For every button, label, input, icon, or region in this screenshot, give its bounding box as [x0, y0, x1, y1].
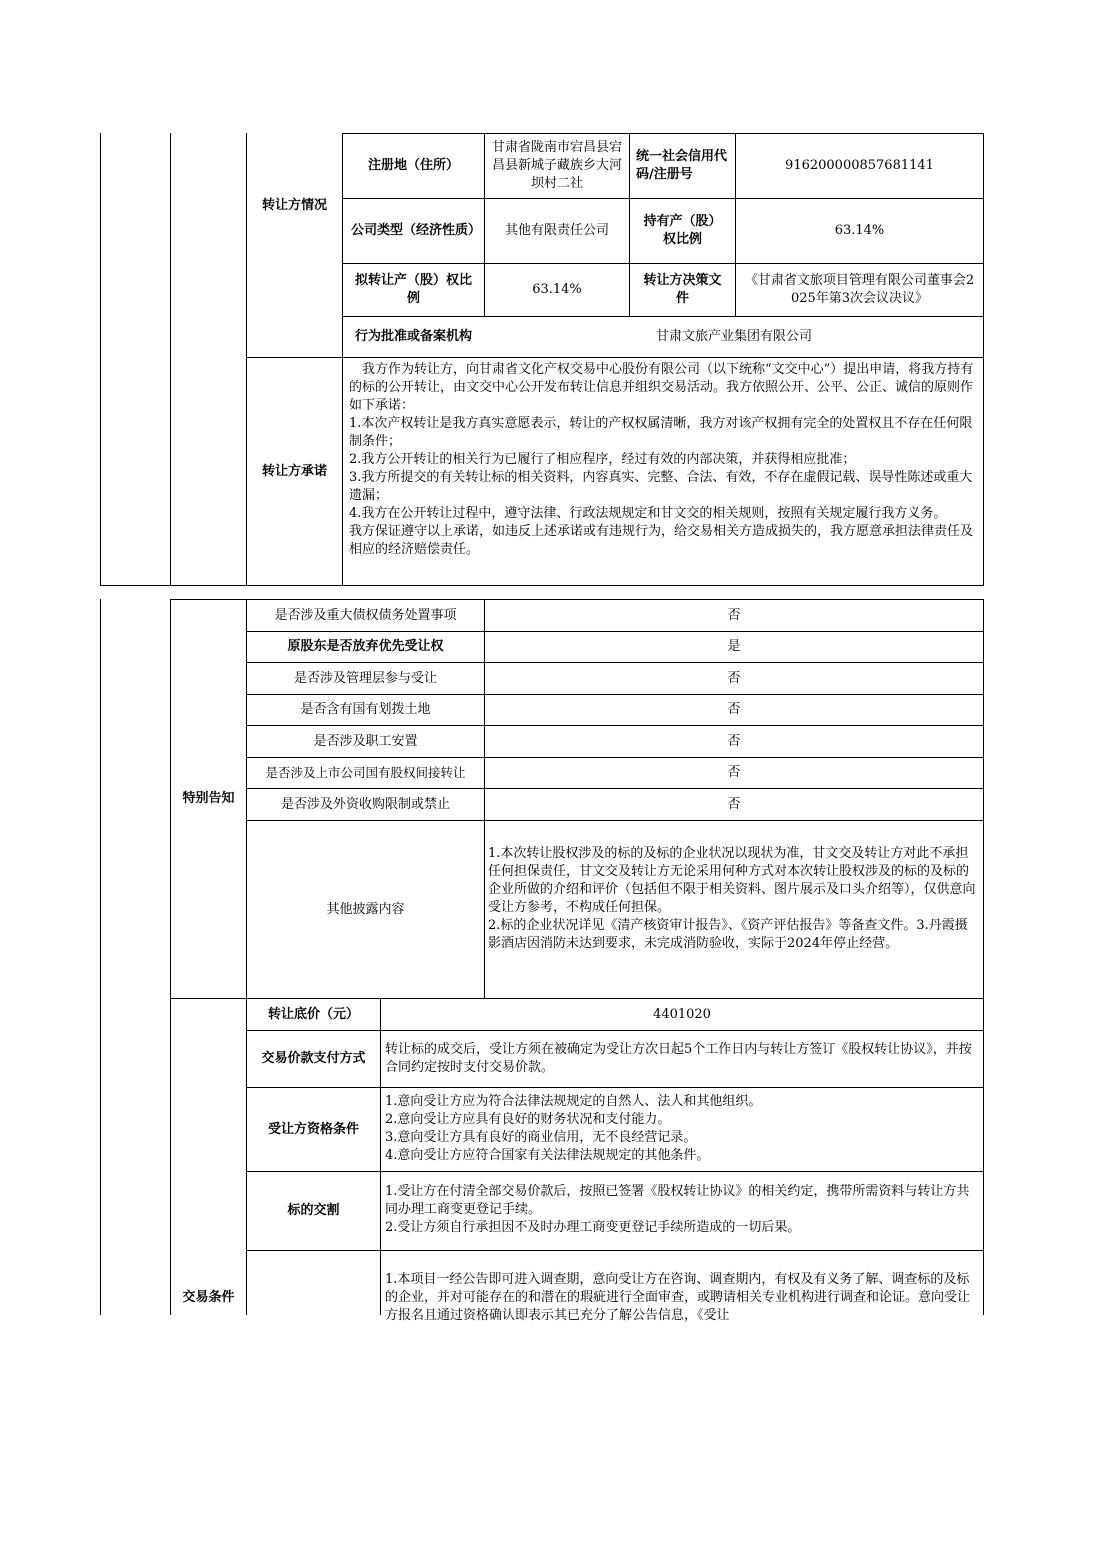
notice-row-value: 否 — [727, 796, 741, 812]
qualification-line: 1.意向受让方应为符合法律法规规定的自然人、法人和其他组织。 — [385, 1094, 762, 1109]
commitment-line: 1.本次产权转让是我方真实意愿表示，转让的产权权属清晰，我方对该产权拥有完全的处置权且不存在任何限制条件； — [349, 416, 973, 449]
holding-ratio-label: 持有产（股）权比例 — [643, 214, 722, 247]
delivery-line: 2.受让方须自行承担因不及时办理工商变更登记手续所造成的一切后果。 — [385, 1220, 801, 1235]
payment-label: 交易价款支付方式 — [261, 1051, 366, 1066]
qualification-line: 2.意向受让方应具有良好的财务状况和支付能力。 — [385, 1112, 671, 1127]
commitment-line: 3.我方所提交的有关转让标的相关资料，内容真实、完整、合法、有效，不存在虚假记载、误导性陈述或重大遗漏； — [349, 470, 973, 503]
holding-ratio-value: 63.14% — [834, 223, 885, 238]
notice-row-label: 原股东是否放弃优先受让权 — [287, 639, 444, 654]
transfer-ratio-label: 拟转让产（股）权比例 — [354, 273, 472, 306]
delivery-text — [383, 1183, 981, 1243]
commitment-text — [345, 361, 981, 583]
commitment-line: 4.我方在公开转让过程中，遵守法律、行政法规规定和甘文交的相关规则，按照有关规定履行我方义务。 — [349, 506, 947, 521]
notice-row-label: 是否涉及上市公司国有股权间接转让 — [265, 765, 466, 780]
trade-conditions-label: 交易条件 — [182, 1290, 235, 1305]
company-type-value: 其他有限责任公司 — [504, 223, 609, 238]
special-notice-label: 特别告知 — [182, 791, 235, 806]
notice-row-label: 是否涉及重大债权债务处置事项 — [274, 607, 457, 623]
other-conditions-text — [383, 1271, 981, 1323]
qualification-label: 受让方资格条件 — [267, 1121, 359, 1137]
reg-address-value: 甘肃省陇南市宕昌县宕昌县新城子藏族乡大河坝村二社 — [491, 140, 622, 191]
disclosure-line: 2.标的企业状况详见《清产核资审计报告》、《资产评估报告》等备查文件。3.丹霞摄影酒店因消防未达到要求，未完成消防验收，实际于2024年停止经营。 — [488, 918, 968, 951]
notice-row-value: 否 — [727, 702, 741, 717]
other-disclosure-text — [486, 845, 982, 985]
commitment-label: 转让方承诺 — [261, 463, 327, 479]
reg-address-label: 注册地（住所） — [367, 158, 459, 173]
base-price-value: 4401020 — [653, 1006, 711, 1022]
payment-text: 转让标的成交后，受让方须在被确定为受让方次日起5个工作日内与转让方签订《股权转让协议》，并按合同约定按时支付交易价款。 — [385, 1042, 972, 1075]
other-conditions-line: 1.本项目一经公告即可进入调查期，意向受让方在咨询、调查期内，有权及有义务了解、调查标的及标的企业，并对可能存在的和潜在的瑕疵进行全面审查，或聘请相关专业机构进行调查和论证。意向受让方报名且通过资格确认即表示其已充分了解公告信息，《受让 — [385, 1272, 971, 1323]
notice-row-label: 是否涉及职工安置 — [313, 733, 418, 749]
notice-row-value: 否 — [727, 670, 741, 686]
approval-label: 行为批准或备案机构 — [354, 329, 472, 344]
qualification-text — [383, 1093, 981, 1169]
other-disclosure-label: 其他披露内容 — [326, 901, 405, 917]
credit-code-label: 统一社会信用代码/注册号 — [636, 149, 728, 182]
notice-row-value: 否 — [727, 733, 741, 749]
base-price-label: 转让底价（元） — [267, 1006, 359, 1022]
notice-table — [100, 599, 984, 1323]
disclosure-line: 1.本次转让股权涉及的标的及标的企业状况以现状为准，甘文交及转让方对此不承担任何担保责任，甘文交及转让方无论采用何种方式对本次转让股权涉及的标的及标的企业所做的介绍和评价（包括但不限于相关资料、图片展示及口头介绍等），仅供意向受让方参考，不构成任何担保。 — [488, 846, 976, 915]
commitment-line: 我方保证遵守以上承诺，如违反上述承诺或有违规行为，给交易相关方造成损失的，我方愿意承担法律责任及相应的经济赔偿责任。 — [349, 524, 974, 557]
commitment-line: 我方作为转让方，向甘肃省文化产权交易中心股份有限公司（以下统称“文交中心”）提出申请，将我方持有的标的公开转让，由文交中心公开发布转让信息并组织交易活动。我方依照公开、公平、公正、诚信的原则作如下承诺： — [349, 362, 974, 413]
approval-value: 甘肃文旅产业集团有限公司 — [655, 329, 812, 344]
notice-row-label: 是否涉及外资收购限制或禁止 — [280, 796, 450, 812]
delivery-label: 标的交割 — [287, 1203, 340, 1218]
decision-label: 转让方决策文件 — [643, 273, 722, 306]
transferor-table — [100, 133, 984, 586]
credit-code-value: 916200000857681141 — [785, 158, 934, 173]
decision-value: 《甘肃省文旅项目管理有限公司董事会2025年第3次会议决议》 — [744, 273, 975, 306]
qualification-line: 4.意向受让方应符合国家有关法律法规规定的其他条件。 — [385, 1148, 710, 1163]
delivery-line: 1.受让方在付清全部交易价款后，按照已签署《股权转让协议》的相关约定，携带所需资料与转让方共同办理工商变更登记手续。 — [385, 1184, 970, 1217]
notice-row-value: 否 — [727, 765, 741, 780]
commitment-line: 2.我方公开转让的相关行为已履行了相应程序，经过有效的内部决策，并获得相应批准； — [349, 452, 856, 467]
transfer-ratio-value: 63.14% — [532, 282, 582, 297]
company-type-label: 公司类型（经济性质） — [351, 223, 482, 238]
notice-row-value: 是 — [727, 639, 741, 654]
notice-row-value: 否 — [727, 607, 741, 623]
transferor-section-label: 转让方情况 — [261, 198, 327, 213]
notice-row-label: 是否含有国有划拨土地 — [300, 702, 431, 717]
qualification-line: 3.意向受让方具有良好的商业信用，无不良经营记录。 — [385, 1130, 697, 1145]
notice-row-label: 是否涉及管理层参与受让 — [293, 670, 437, 686]
